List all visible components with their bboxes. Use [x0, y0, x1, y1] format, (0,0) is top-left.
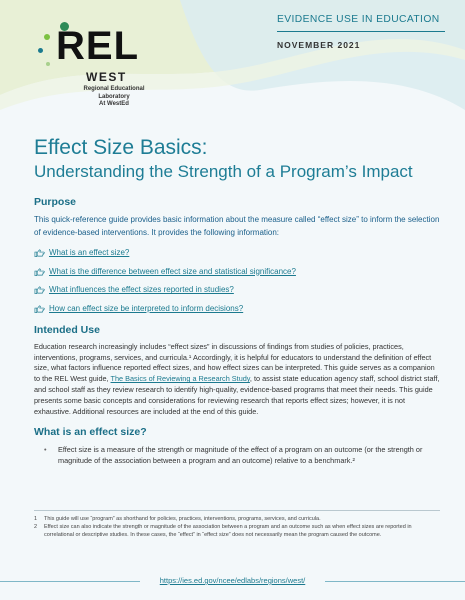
title-block: [34, 136, 413, 183]
pointing-hand-icon: [34, 304, 45, 314]
what-is-heading: What is an effect size?: [34, 426, 147, 439]
bullet-icon: •: [44, 445, 47, 455]
page-title: Effect Size Basics:: [34, 136, 208, 159]
pointing-hand-icon: [34, 285, 45, 295]
link-what-is-effect-size[interactable]: What is an effect size?: [49, 248, 130, 257]
link-effect-size-vs-significance[interactable]: What is the difference between effect size and statistical significance?: [49, 266, 296, 276]
footer-url-link[interactable]: https://ies.ed.gov/ncee/edlabs/regions/west/: [159, 576, 306, 585]
footnotes: [34, 510, 440, 539]
main-content: [34, 196, 442, 466]
link-interpret-effect-size[interactable]: How can effect size be interpreted to inform decisions?: [49, 303, 244, 313]
header: [0, 0, 465, 130]
intended-use-text-part1: Education research increasingly includes “effect sizes” in discussions of findings from studies of policies, practices, interventions, programs, services, and curricula.¹ Accordingly, it is helpful for educators to understand the definition of effect size, what factors influence reported effect sizes, and how effect sizes can be interpreted. This guide serves as a companion to the REL West guide,: [34, 341, 435, 384]
rel-west-logo: [36, 18, 146, 123]
logo-dot: [38, 48, 43, 53]
contents-link-item: [34, 285, 442, 295]
publication-date: NOVEMBER 2021: [277, 40, 361, 50]
pointing-hand-icon: [34, 267, 45, 277]
logo-dot: [46, 62, 50, 66]
contents-link-item: [34, 267, 442, 277]
intended-use-heading: Intended Use: [34, 323, 100, 336]
contents-link-list: [34, 248, 442, 314]
basics-guide-link[interactable]: The Basics of Reviewing a Research Study: [110, 374, 250, 384]
logo-subtitle-line1: Regional Educational Laboratory: [83, 86, 145, 100]
logo-subtitle: [74, 86, 154, 109]
list-item: [34, 444, 442, 466]
logo-subtitle-line2: At WestEd: [99, 101, 129, 107]
footnote: [34, 515, 440, 523]
footnote-number: 1: [34, 516, 38, 522]
logo-wordmark: REL: [56, 24, 139, 68]
logo-dot: [44, 34, 50, 40]
purpose-heading: Purpose: [34, 196, 77, 208]
footnote-text: This guide will use “program” as shorthand for policies, practices, interventions, programs, services, and curricula.: [44, 516, 321, 522]
purpose-text: This quick-reference guide provides basic information about the measure called “effect size” to inform the selection of evidence-based interventions. It provides the following information:: [34, 215, 440, 237]
intended-use-text: [34, 342, 442, 418]
contents-link-item: [34, 304, 442, 314]
contents-link-item: [34, 248, 442, 258]
series-label: EVIDENCE USE IN EDUCATION: [277, 14, 445, 32]
pointing-hand-icon: [34, 248, 45, 258]
footnote-number: 2: [34, 524, 38, 530]
footer: [0, 568, 465, 600]
footnote: [34, 523, 440, 539]
logo-region: WEST: [86, 70, 127, 84]
page-subtitle: Understanding the Strength of a Program’s Impact: [34, 162, 413, 181]
link-what-influences-effect-sizes[interactable]: What influences the effect sizes reported in studies?: [49, 285, 234, 295]
footnote-text: Effect size can also indicate the strength or magnitude of the association between a program and an outcome such as when effect sizes are reported in correlational or descriptive studies. In these cases, the “effect” in “effect size” does not necessarily mean the program caused the outcome.: [44, 524, 412, 538]
intended-use-text-part2: , to assist state education agency staff, school district staff, and school staff as they review research to identify high-quality, evidence-based programs that meet their needs. This guide presents some basic concepts and considerations for reviewing research that reports effect sizes; however, it is not exhaustive. Additional resources are included at the end of this guide.: [34, 374, 440, 416]
what-is-definition: Effect size is a measure of the strength or magnitude of the effect of a program on an outcome (or the strength or magnitude of the association between a program and an outcome) relative to a benchmark.²: [58, 445, 423, 466]
